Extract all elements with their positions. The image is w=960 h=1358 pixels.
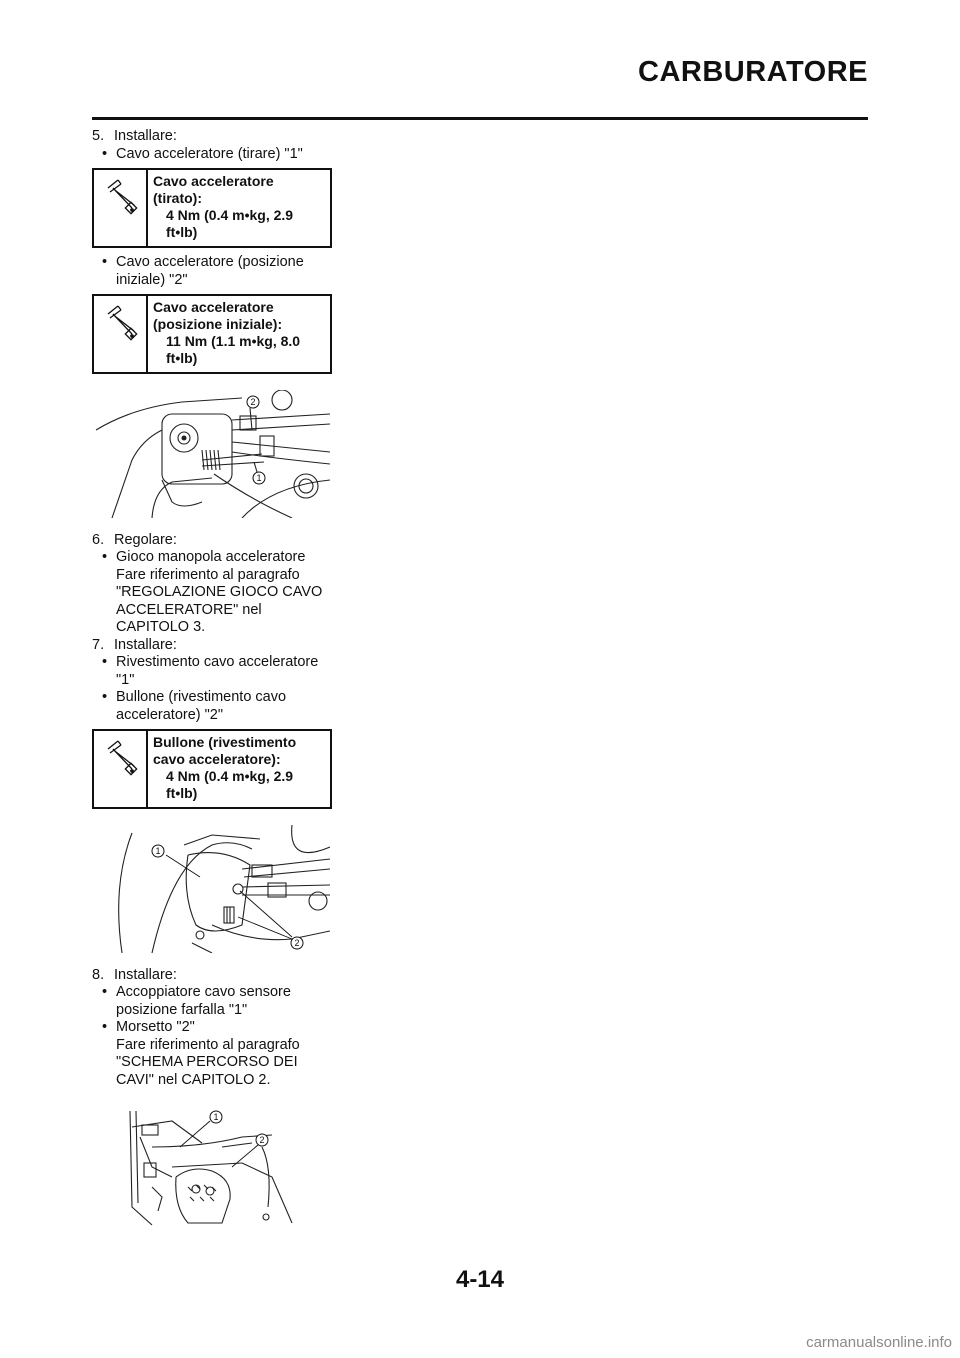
- torque-wrench-icon: [94, 296, 148, 372]
- step-7-bullet-2: • Bullone (rivestimento cavo acceleratore) "2": [92, 689, 332, 724]
- figure-throttle-cables: [92, 390, 330, 518]
- step-8-reference-note: Fare riferimento al paragrafo "SCHEMA PERCORSO DEI CAVI" nel CAPITOLO 2.: [116, 1036, 300, 1088]
- page-number: 4-14: [455, 1266, 505, 1293]
- step-7-title: 7. Installare:: [92, 636, 177, 653]
- callout-1: 1: [155, 846, 161, 856]
- step-8-bullet-2: • Morsetto "2": [92, 1019, 332, 1037]
- torque-spec-2: [92, 294, 332, 374]
- callout-2: 2: [250, 397, 256, 407]
- torque-wrench-icon: [94, 731, 148, 807]
- callout-1: 1: [213, 1112, 219, 1122]
- spec-label: Cavo acceleratore (tirato):: [153, 173, 274, 206]
- figure-cable-cover: [92, 825, 330, 953]
- torque-wrench-icon: [94, 170, 148, 246]
- figure-sensor-coupler: [92, 1107, 332, 1229]
- callout-2: 2: [294, 938, 300, 948]
- step-6-bullet-1: • Gioco manopola acceleratore: [92, 549, 332, 567]
- step-6-reference-note: Fare riferimento al paragrafo "REGOLAZIONE GIOCO CAVO ACCELERATORE" nel CAPITOLO 3.: [116, 566, 323, 635]
- spec-value: 11 Nm (1.1 m•kg, 8.0 ft•lb): [166, 333, 301, 366]
- step-6-title: 6. Regolare:: [92, 531, 177, 548]
- watermark: carmanualsonline.info: [806, 1334, 952, 1351]
- spec-label: Cavo acceleratore (posizione iniziale):: [153, 299, 283, 332]
- callout-2: 2: [259, 1135, 265, 1145]
- spec-value: 4 Nm (0.4 m•kg, 2.9 ft•lb): [166, 207, 294, 240]
- step-8-title: 8. Installare:: [92, 966, 177, 983]
- torque-spec-3: [92, 729, 332, 809]
- step-5-bullet-2: • Cavo acceleratore (posizione iniziale) "2": [92, 254, 332, 289]
- header-rule: [92, 117, 868, 120]
- page-title: CARBURATORE: [638, 56, 868, 88]
- torque-spec-1: [92, 168, 332, 248]
- content-column: [92, 128, 332, 1235]
- step-7-bullet-1: • Rivestimento cavo acceleratore "1": [92, 654, 332, 689]
- spec-label: Bullone (rivestimento cavo acceleratore):: [153, 734, 297, 767]
- step-5-bullet-1: • Cavo acceleratore (tirare) "1": [92, 146, 332, 164]
- callout-1: 1: [256, 473, 262, 483]
- step-5-title: 5. Installare:: [92, 128, 177, 144]
- spec-value: 4 Nm (0.4 m•kg, 2.9 ft•lb): [166, 768, 294, 801]
- step-8-bullet-1: • Accoppiatore cavo sensore posizione farfalla "1": [92, 984, 332, 1019]
